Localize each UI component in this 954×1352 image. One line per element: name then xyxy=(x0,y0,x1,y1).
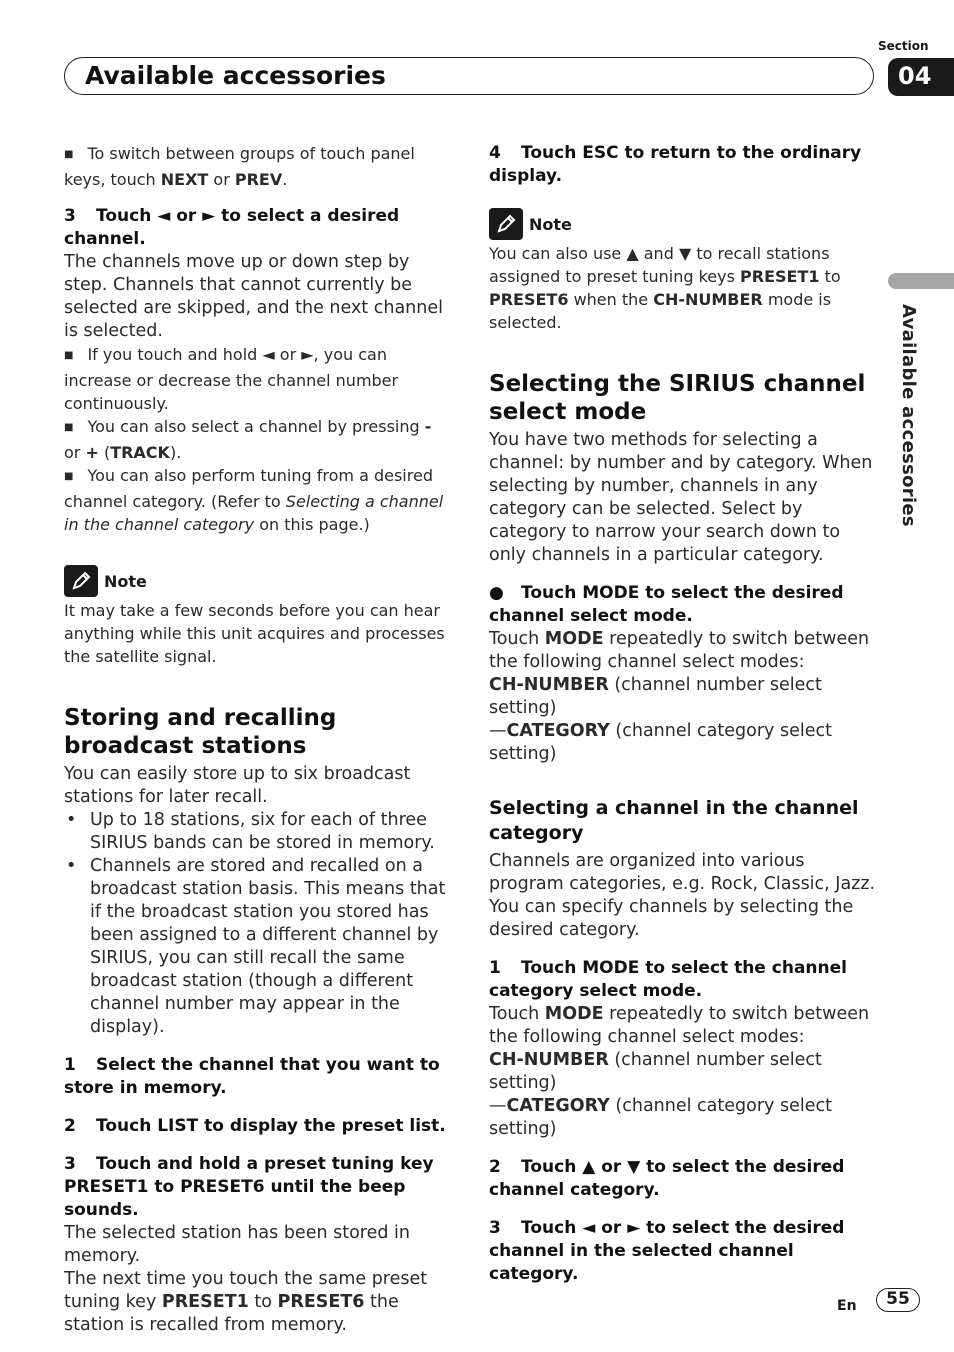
step-number: 1 xyxy=(489,958,501,978)
note-pencil-icon xyxy=(489,208,523,240)
key-track: TRACK xyxy=(110,443,170,462)
step-number: 2 xyxy=(64,1116,76,1136)
note-text xyxy=(489,242,877,334)
note-heading xyxy=(489,208,877,240)
note-body: You can also use ▲ and ▼ to recall stations assigned to preset tuning keys xyxy=(489,244,830,286)
key-plus: + xyxy=(85,443,99,462)
step-text: Touch ▲ or ▼ to select the desired channel category. xyxy=(489,1157,845,1200)
tip-text: To switch between groups of touch panel keys, touch xyxy=(64,144,415,189)
select-mode-intro: You have two methods for selecting a channel: by number and by category. When selecting by number, channels in any category can be selected. Select by category to narrow your search down to only channels in a particular category. xyxy=(489,430,873,565)
tip-text: ). xyxy=(169,443,182,462)
key-ch-number: CH-NUMBER xyxy=(653,290,763,309)
body-text: repeatedly to switch between the following channel select modes: xyxy=(489,1004,870,1047)
note-pencil-icon xyxy=(64,565,98,597)
step-3-select-channel-in-category xyxy=(489,1217,877,1286)
step-text: Touch and hold a preset tuning key PRESET1 to PRESET6 until the beep sounds. xyxy=(64,1154,434,1220)
note-label: Note xyxy=(104,571,147,591)
tip-text: or xyxy=(208,170,235,189)
key-ch-number: CH-NUMBER xyxy=(489,1050,609,1070)
step-touch-mode xyxy=(489,582,877,628)
step-text: Touch MODE to select the channel category select mode. xyxy=(489,958,847,1001)
key-category: CATEGORY xyxy=(506,1096,610,1116)
section-label: Section xyxy=(878,39,929,53)
key-next: NEXT xyxy=(160,170,209,189)
body-text: (channel category select setting) xyxy=(489,1096,832,1139)
step-number: 2 xyxy=(489,1157,501,1177)
section-heading-storing: Storing and recalling broadcast stations xyxy=(64,705,337,759)
left-column xyxy=(64,140,452,1337)
category-intro: Channels are organized into various program categories, e.g. Rock, Classic, Jazz. You can specify channels by selecting the desired category. xyxy=(489,851,876,940)
note-label: Note xyxy=(529,214,572,234)
key-minus: - xyxy=(424,417,432,436)
body-text: — xyxy=(489,721,507,741)
step-text: Touch LIST to display the preset list. xyxy=(96,1116,446,1136)
body-text: Touch xyxy=(489,629,545,649)
bullet-dot-icon: ● xyxy=(489,583,504,603)
right-column xyxy=(489,140,877,1286)
step-4-touch-esc xyxy=(489,142,877,188)
key-ch-number: CH-NUMBER xyxy=(489,675,609,695)
step-text: Touch ◄ or ► to select a desired channel. xyxy=(64,206,400,249)
body-text: (channel number select setting) xyxy=(489,1050,822,1093)
step-number: 3 xyxy=(489,1218,501,1238)
step-number: 3 xyxy=(64,1154,76,1174)
note-body: to xyxy=(819,267,841,286)
key-preset1: PRESET1 xyxy=(161,1292,249,1312)
step-number: 3 xyxy=(64,206,76,226)
body-text: Touch xyxy=(489,1004,545,1024)
cross-reference: Selecting a channel in the channel category xyxy=(64,492,444,534)
step-2-touch-list xyxy=(64,1115,452,1138)
mode-body xyxy=(489,628,877,766)
step-text: Touch ESC to return to the ordinary display. xyxy=(489,143,862,186)
key-preset1: PRESET1 xyxy=(740,267,820,286)
tip-track-buttons xyxy=(64,415,452,464)
language-label: En xyxy=(837,1298,857,1314)
step-text: Select the channel that you want to store in memory. xyxy=(64,1055,440,1098)
step-number: 4 xyxy=(489,143,501,163)
subheading-channel-category: Selecting a channel in the channel category xyxy=(489,797,859,844)
storing-bullets xyxy=(64,809,452,1039)
step-3-body-stored: The selected station has been stored in memory. xyxy=(64,1223,411,1266)
tip-text: You can also select a channel by pressing xyxy=(87,417,425,436)
key-mode: MODE xyxy=(544,1004,604,1024)
section-heading-select-mode: Selecting the SIRIUS channel select mode xyxy=(489,371,866,425)
body-text: (channel number select setting) xyxy=(489,675,822,718)
key-preset6: PRESET6 xyxy=(277,1292,365,1312)
step-number: 1 xyxy=(64,1055,76,1075)
page-title: Available accessories xyxy=(85,61,386,90)
header-banner xyxy=(64,57,874,95)
tip-text: You can also perform tuning from a desired channel category. (Refer to xyxy=(64,466,433,511)
body-text: repeatedly to switch between the following channel select modes: xyxy=(489,629,870,672)
step-3-hold-preset xyxy=(64,1153,452,1222)
note-heading xyxy=(64,565,452,597)
step-3-select-channel xyxy=(64,205,452,251)
body-text: (channel category select setting) xyxy=(489,721,832,764)
tip-text: ( xyxy=(98,443,111,462)
side-tab-marker xyxy=(888,273,954,289)
page-number: 55 xyxy=(876,1288,920,1312)
step-2-select-category xyxy=(489,1156,877,1202)
list-item: • Up to 18 stations, six for each of three SIRIUS bands can be stored in memory. xyxy=(64,809,452,855)
side-tab-text: Available accessories xyxy=(898,304,919,527)
note-body: when the xyxy=(568,290,654,309)
tip-switch-groups xyxy=(64,142,452,191)
key-prev: PREV xyxy=(234,170,283,189)
tip-category-tuning xyxy=(64,464,452,536)
section-number: 04 xyxy=(888,58,954,96)
step-3-body-recall xyxy=(64,1268,452,1337)
step-1-category-mode xyxy=(489,957,877,1003)
body-text: — xyxy=(489,1096,507,1116)
body-text: The next time you touch the same preset tuning key xyxy=(64,1269,428,1312)
note-body: mode is selected. xyxy=(489,290,832,332)
step-text: Touch MODE to select the desired channel select mode. xyxy=(489,583,844,626)
step-text: Touch ◄ or ► to select the desired channel in the selected channel category. xyxy=(489,1218,845,1284)
tip-touch-hold: ■ If you touch and hold ◄ or ►, you can increase or decrease the channel number continuously. xyxy=(64,343,452,415)
step-1-select-channel xyxy=(64,1054,452,1100)
note-text: It may take a few seconds before you can hear anything while this unit acquires and processes the satellite signal. xyxy=(64,601,445,666)
tip-text: . xyxy=(282,170,288,189)
body-text: the station is recalled from memory. xyxy=(64,1292,399,1335)
storing-intro: You can easily store up to six broadcast stations for later recall. xyxy=(64,764,411,807)
body-text: to xyxy=(248,1292,278,1312)
key-mode: MODE xyxy=(544,629,604,649)
key-category: CATEGORY xyxy=(506,721,610,741)
tip-text: or xyxy=(64,443,86,462)
tip-text: on this page.) xyxy=(254,515,370,534)
key-preset6: PRESET6 xyxy=(489,290,569,309)
step-3-body: The channels move up or down step by step. Channels that cannot currently be selected are skipped, and the next channel is selected. xyxy=(64,252,443,341)
category-mode-body xyxy=(489,1003,877,1141)
list-item: • Channels are stored and recalled on a broadcast station basis. This means that if the broadcast station you stored has been assigned to a different channel by SIRIUS, you can still recall the same broadcast station (though a different channel number may appear in the display). xyxy=(64,855,452,1039)
